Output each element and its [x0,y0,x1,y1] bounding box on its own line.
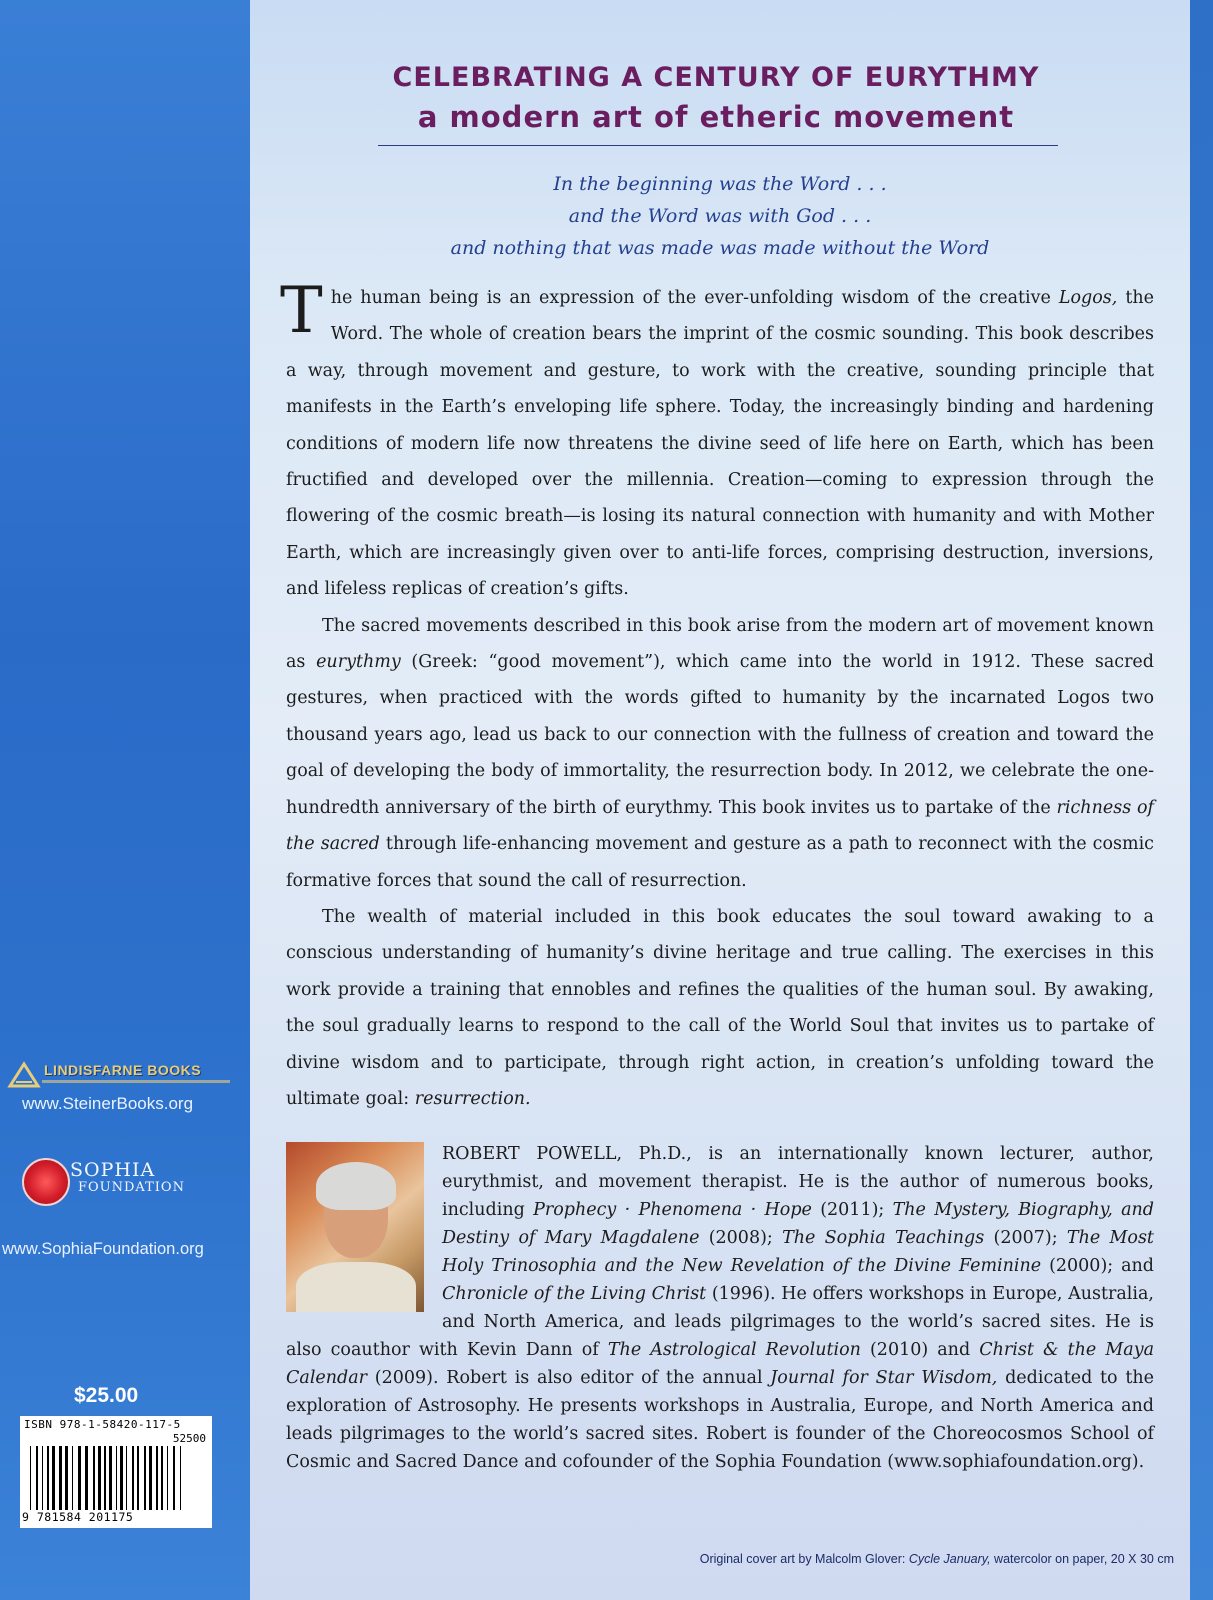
spine-background [0,0,250,1600]
sophia-rose-icon [22,1158,70,1206]
barcode-bar [109,1446,112,1510]
barcode-bar [132,1446,134,1510]
credit-work: Cycle January, [908,1552,991,1566]
sophia-foundation-sub: FOUNDATION [78,1180,185,1195]
book-title: The Astrological Revolution [607,1340,861,1360]
bio-text: ROBERT POWELL, Ph.D., is an internationally known lecturer, author, eurythmist, and movement therapist. He is the author of numerous books, including [442,1144,1154,1220]
barcode-bar [156,1446,158,1510]
publisher-name: LINDISFARNE BOOKS [44,1062,202,1078]
book-title: The Most Holy Trinosophia and the New Revelation of the Divine Feminine [442,1228,1154,1276]
credit-prefix: Original cover art by Malcolm Glover: [699,1552,909,1566]
emphasis: Logos, [1058,288,1118,308]
price: $25.00 [74,1384,139,1407]
publisher-url[interactable]: www.SteinerBooks.org [22,1094,194,1113]
barcode-bar [149,1446,152,1510]
epigraph-line: and nothing that was made was made without the Word [450,237,990,259]
bio-text: (2007); [984,1228,1067,1248]
right-edge-band [1189,0,1213,1600]
author-bio [286,1140,1154,1476]
book-title: The Sophia Teachings [782,1228,985,1248]
barcode-bar [36,1446,38,1510]
ean-digits: 9 781584 201175 [22,1510,134,1524]
description-body [280,274,1155,1117]
barcode-bar [104,1446,106,1510]
barcode-bar [161,1446,163,1510]
barcode-bar [30,1446,31,1510]
text: through life-enhancing movement and gesture as a path to reconnect with the cosmic formative forces that sound the call of resurrection. [286,834,1154,891]
back-cover-panel [250,0,1190,1600]
book-title: Chronicle of the Living Christ [442,1284,707,1304]
emphasis: eurythmy [316,652,401,673]
bio-text: (2009). Robert is also editor of the annual [367,1368,771,1388]
text: he human being is an expression of the ever-unfolding wisdom of the creative [330,288,1059,308]
text: The wealth of material included in this book educates the soul toward awaking to a conscious understanding of humanity’s divine heritage and true calling. The exercises in this work provide a training that ennobles and refines the qualities of the human soul. By awaking, the soul gradually learns to respond to the call of the World Soul that invites us to partake of divine wisdom and to participate, through right action, in creation’s unfolding toward the ultimate goal: [286,906,1154,1109]
bio-text: (1996). He offers workshops in Europe, Australia, and North America, and leads pilgrimages to the world’s sacred sites. He is also coauthor with Kevin Dann of [286,1284,1154,1360]
book-title: Prophecy · Phenomena · Hope [533,1200,812,1220]
barcode-bar [78,1446,81,1510]
barcode-bar [144,1446,146,1510]
panel-content [280,0,1155,1600]
barcode-bar [167,1446,168,1510]
emphasis: resurrection. [414,1088,531,1109]
barcode-bar [59,1446,62,1510]
barcode-bar [173,1446,175,1510]
barcode-bar [137,1446,139,1510]
barcode [20,1416,212,1528]
drop-cap: T [280,274,323,348]
barcode-bar [42,1446,43,1510]
epigraph-line: and the Word was with God . . . [568,205,872,227]
book-title: The Mystery, Biography, and Destiny of Mary Magdalene [442,1200,1154,1248]
title-divider [378,145,1058,146]
author-photo [286,1142,424,1312]
title-line-2: a modern art of etheric movement [417,100,1015,134]
barcode-bar [65,1446,68,1510]
barcode-bar [98,1446,101,1510]
bio-text: (2008); [699,1228,783,1248]
journal-title: Journal for Star Wisdom, [770,1368,998,1388]
barcode-bar [52,1446,55,1510]
bio-text: (2010) and [860,1340,980,1360]
barcode-bar [180,1446,181,1510]
paragraph-1 [280,274,1154,608]
barcode-bars-icon [28,1446,204,1510]
bio-text: (2011); [811,1200,893,1220]
epigraph-line: In the beginning was the Word . . . [553,173,887,195]
bio-text: (2000); and [1041,1256,1154,1276]
text: the Word. The whole of creation bears the imprint of the cosmic sounding. This book describes a way, through movement and gesture, to work with the creative, sounding principle that manifests in the Earth’s enveloping life sphere. Today, the increasingly binding and hardening conditions of modern life now threatens the divine seed of life here on Earth, which has been fructified and developed over the millennia. Creation—coming to expression through the flowering of the cosmic breath—is losing its natural connection with humanity and with Mother Earth, which are increasingly given over to anti-life forces, comprising destruction, inversions, and lifeless replicas of creation’s gifts. [286,288,1154,600]
barcode-bar [47,1446,49,1510]
photo-shirt [296,1262,416,1312]
barcode-bar [85,1446,88,1510]
barcode-bar [116,1446,117,1510]
epigraph [286,168,1154,264]
barcode-bar [93,1446,95,1510]
paragraph-2 [286,608,1154,899]
sophia-foundation-name: SOPHIA [70,1159,156,1181]
photo-hair [316,1162,396,1210]
text: The sacred movements described in this book arise from the modern art of movement known as [286,615,1154,673]
cover-art-credit [700,1552,1174,1566]
emphasis: richness of the sacred [286,797,1155,855]
barcode-bar [120,1446,123,1510]
barcode-addon: 52500 [172,1432,206,1445]
paragraph-3 [286,899,1154,1117]
bio-text: dedicated to the exploration of Astrosophy. He presents workshops in Australia, Europe, and North America and leads pilgrimages to the world’s sacred sites. Robert is founder of the Choreocosmos School of Cosmic and Sacred Dance and cofounder of the Sophia Foundation (www.sophiafoundation.org). [286,1368,1154,1472]
title-line-1: CELEBRATING A CENTURY OF EURYTHMY [392,62,1040,93]
text: (Greek: “good movement”), which came into the world in 1912. These sacred gestures, when practiced with the words gifted to humanity by the incarnated Logos two thousand years ago, lead us back to our connection with the fullness of creation and toward the goal of developing the body of immortality, the resurrection body. In 2012, we celebrate the one-hundredth anniversary of the birth of eurythmy. This book invites us to partake of the [286,652,1154,818]
barcode-bar [126,1446,127,1510]
isbn: ISBN 978-1-58420-117-5 [24,1418,181,1431]
barcode-bar [72,1446,73,1510]
credit-suffix: watercolor on paper, 20 X 30 cm [990,1552,1174,1566]
book-title: Christ & the Maya Calendar [286,1340,1155,1388]
sophia-url[interactable]: www.SophiaFoundation.org [2,1240,204,1258]
